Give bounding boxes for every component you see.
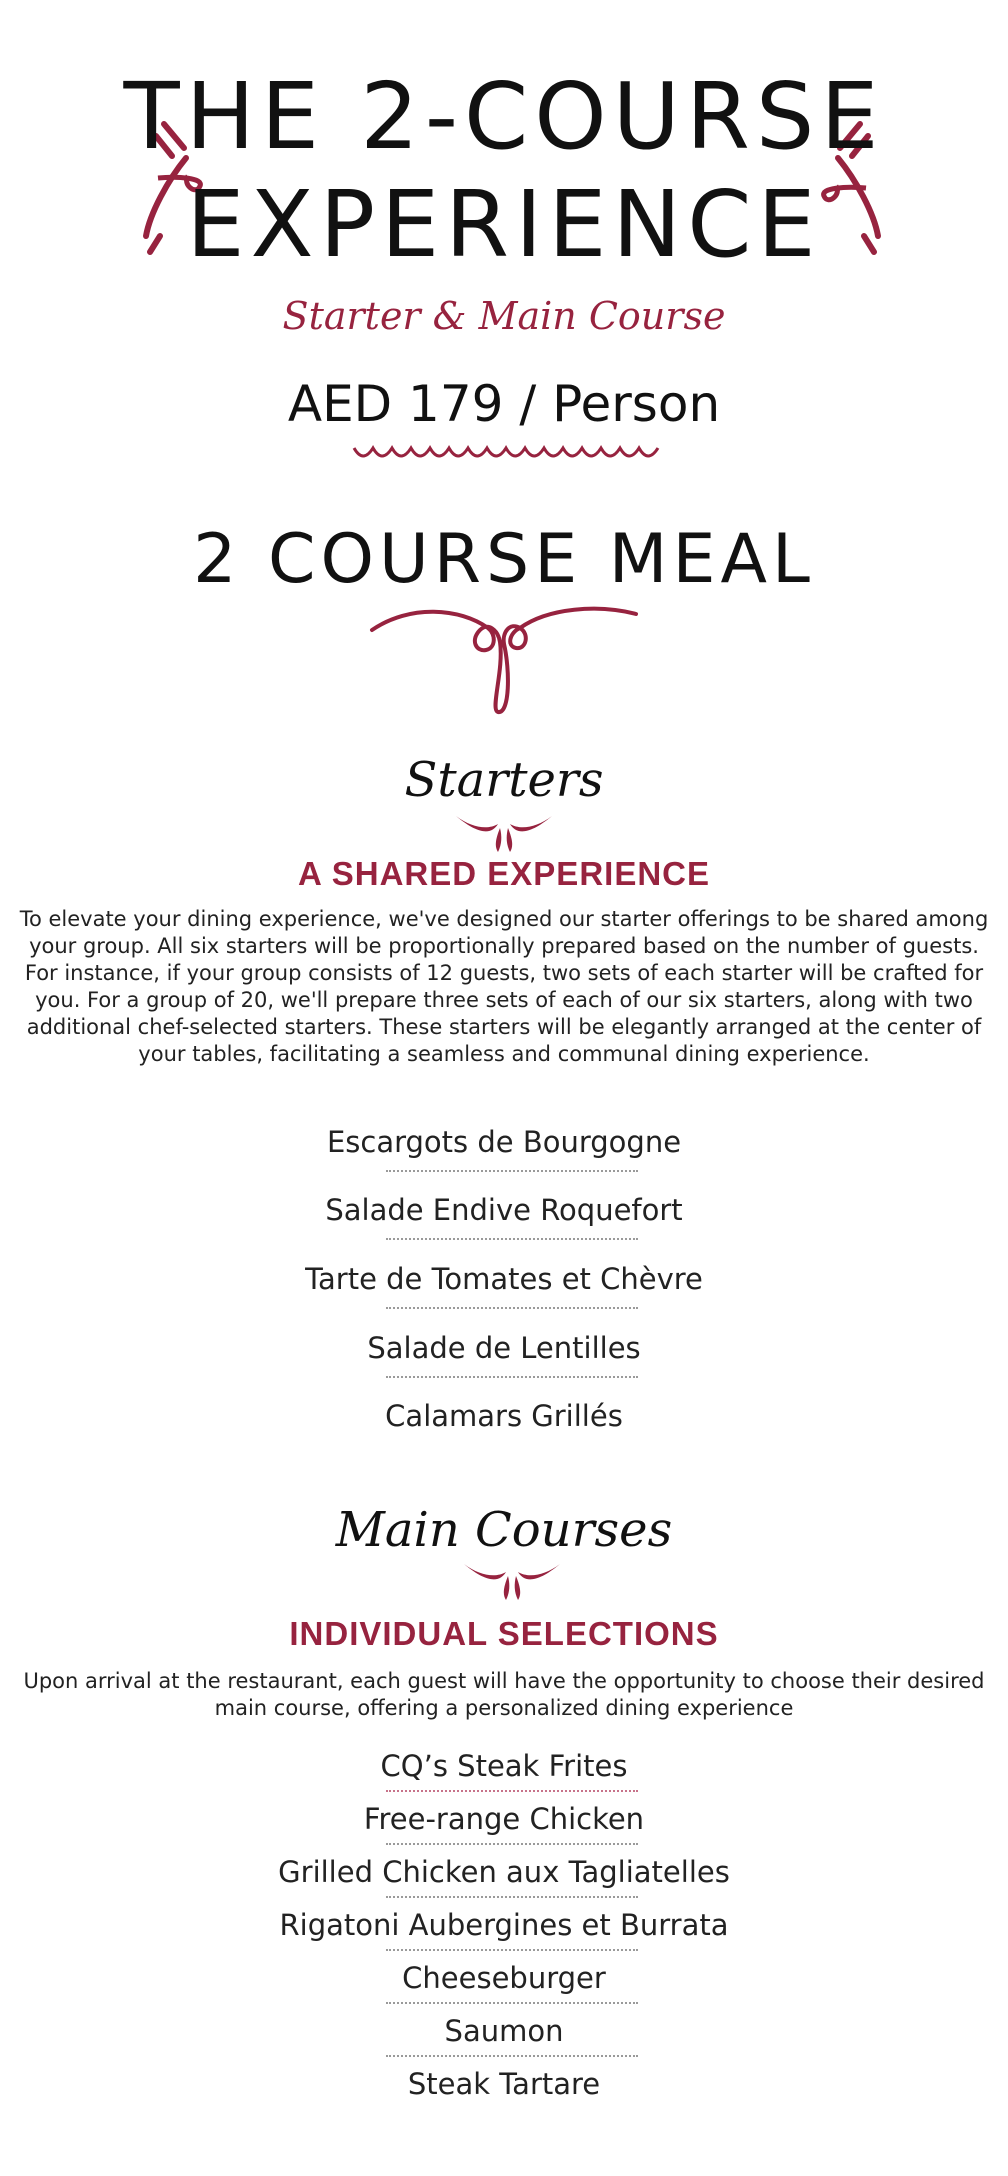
starters-heading: A SHARED EXPERIENCE: [297, 855, 711, 892]
starters-leaf-ornament-icon: [454, 814, 554, 854]
mains-description: Upon arrival at the restaurant, each guest will have the opportunity to choose their desired main course, offering a personalized dining experience: [23, 1669, 985, 1720]
wavy-divider-icon: [352, 442, 656, 468]
mains-script-title: Main Courses: [335, 1502, 673, 1558]
starter-divider: [386, 1307, 638, 1309]
starter-divider: [386, 1238, 638, 1240]
starter-item-5: Calamars Grillés: [385, 1399, 623, 1433]
main-divider: [386, 2002, 638, 2004]
page-title-line1: THE 2-COURSE: [123, 63, 885, 170]
starter-item-4: Salade de Lentilles: [367, 1331, 641, 1365]
page-subtitle: Starter & Main Course: [282, 294, 726, 338]
starter-item-3: Tarte de Tomates et Chèvre: [305, 1262, 703, 1296]
main-item-6: Saumon: [444, 2014, 564, 2048]
main-divider: [386, 1843, 638, 1845]
main-divider: [386, 1949, 638, 1951]
main-item-2: Free-range Chicken: [363, 1802, 645, 1836]
main-item-5: Cheeseburger: [402, 1961, 606, 1995]
page-title-line2: EXPERIENCE: [186, 171, 822, 278]
mains-leaf-ornament-icon: [462, 1562, 562, 1602]
starter-item-2: Salade Endive Roquefort: [325, 1193, 683, 1227]
main-item-1: CQ’s Steak Frites: [380, 1749, 628, 1783]
meal-heading: 2 COURSE MEAL: [193, 520, 815, 599]
starters-description: To elevate your dining experience, we've designed our starter offerings to be shared among your group. All six starters will be proportionally prepared based on the number of guests. For instance, if your group consists of 12 guests, two sets of each starter will be crafted for you. For a group of 20, we'll prepare three sets of each of our six starters, along with two additional chef-selected starters. These starters will be elegantly arranged at the center of your tables, facilitating a seamless and communal dining experience.: [19, 907, 989, 1066]
starter-divider: [386, 1376, 638, 1378]
mains-heading: INDIVIDUAL SELECTIONS: [289, 1615, 719, 1652]
starters-script-title: Starters: [404, 752, 604, 808]
main-divider: [386, 1896, 638, 1898]
main-divider: [386, 2055, 638, 2057]
main-divider: [386, 1790, 638, 1792]
swirl-ornament-icon: [370, 600, 638, 716]
main-item-3: Grilled Chicken aux Tagliatelles: [278, 1855, 730, 1889]
price-label: AED 179 / Person: [287, 375, 721, 433]
starter-divider: [386, 1170, 638, 1172]
starter-item-1: Escargots de Bourgogne: [326, 1125, 682, 1159]
main-item-4: Rigatoni Aubergines et Burrata: [279, 1908, 729, 1942]
main-item-7: Steak Tartare: [407, 2067, 601, 2101]
